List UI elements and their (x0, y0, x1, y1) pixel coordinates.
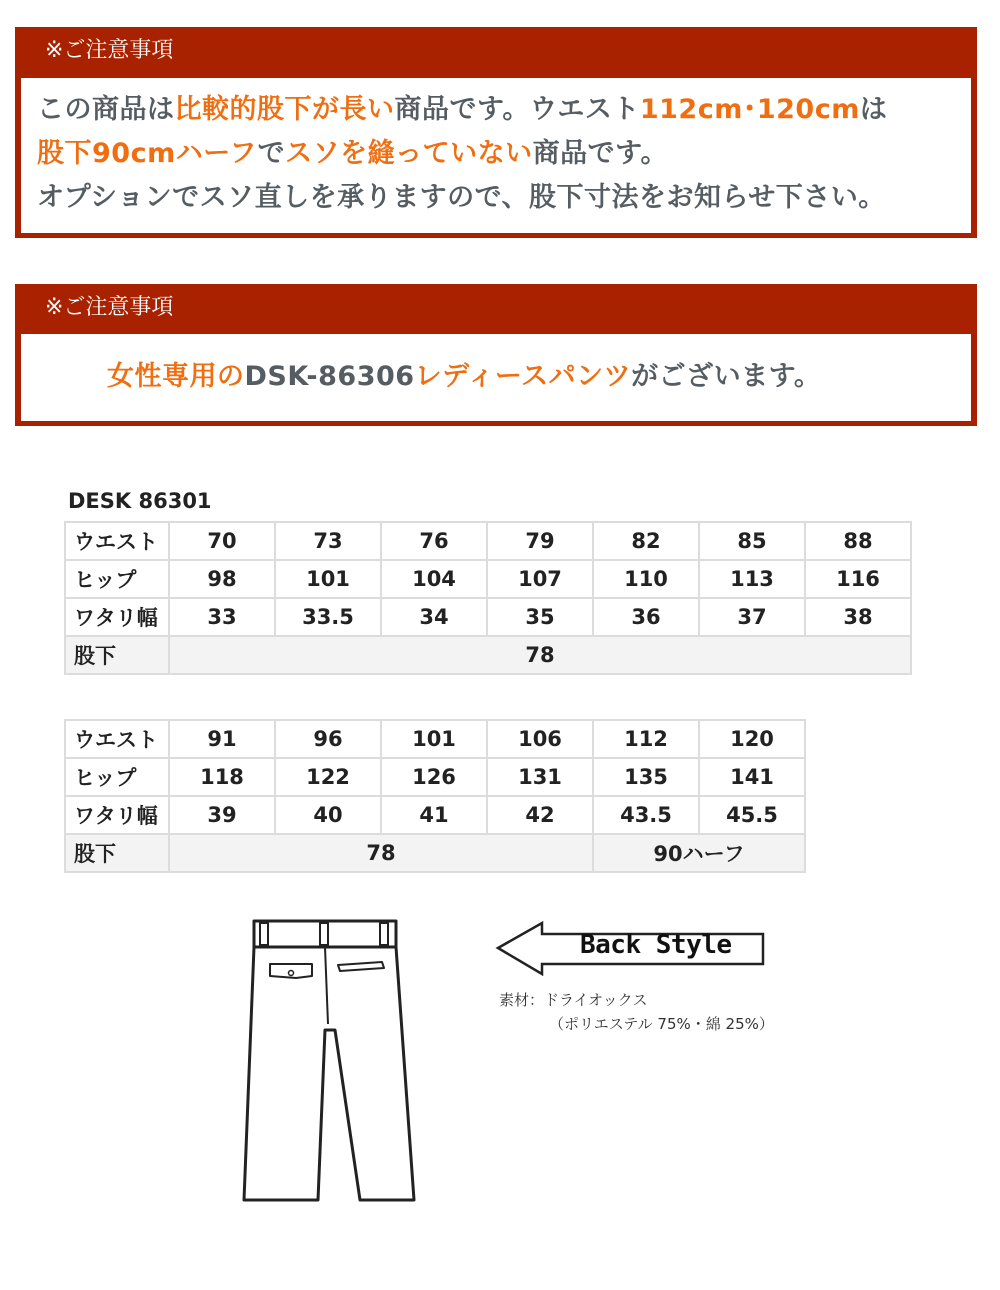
notice-text: 商品です。ウエスト (394, 94, 640, 125)
table-cell: 37 (699, 598, 805, 636)
notice-line-2 (37, 132, 971, 176)
highlight-text: 比較的股下が長い (174, 94, 395, 125)
table-row (65, 522, 911, 560)
row-label: ワタリ幅 (65, 796, 169, 834)
size-table-2 (64, 719, 806, 873)
notice-text: オプションでスソ直しを承りますので、股下寸法をお知らせ下さい。 (37, 182, 886, 213)
table-cell: 90ハーフ (593, 834, 805, 872)
notice-box-2 (15, 284, 977, 426)
inseam-row (65, 636, 911, 674)
table-cell: 96 (275, 720, 381, 758)
table-cell: 107 (487, 560, 593, 598)
table-cell: 116 (805, 560, 911, 598)
table-cell: 82 (593, 522, 699, 560)
table-cell: 101 (275, 560, 381, 598)
table-cell: 39 (169, 796, 275, 834)
material-line-2: （ポリエステル 75%・綿 25%） (549, 1015, 774, 1033)
table-cell: 85 (699, 522, 805, 560)
table-cell: 34 (381, 598, 487, 636)
notice-line-3 (37, 176, 971, 220)
notice-text: がございます。 (631, 361, 822, 392)
table-cell: 104 (381, 560, 487, 598)
table-row (65, 560, 911, 598)
highlight-text: 112cm･120cm (639, 94, 860, 125)
material-line-1: 素材：ドライオックス (499, 991, 648, 1009)
notice-text: DSK-86306 (244, 361, 415, 392)
material-info (499, 988, 774, 1036)
table-cell: 88 (805, 522, 911, 560)
table-cell: 33.5 (275, 598, 381, 636)
table-cell: 91 (169, 720, 275, 758)
table-row (65, 598, 911, 636)
notice-line-1 (107, 355, 821, 399)
table-cell: 33 (169, 598, 275, 636)
table-cell: 98 (169, 560, 275, 598)
row-label: 股下 (65, 834, 169, 872)
row-label: 股下 (65, 636, 169, 674)
table-cell: 42 (487, 796, 593, 834)
table-cell: 45.5 (699, 796, 805, 834)
table-cell: 126 (381, 758, 487, 796)
notice-heading: ※ご注意事項 (45, 295, 174, 320)
back-style-label: Back Style (580, 930, 732, 960)
notice-body (21, 78, 971, 233)
table-row (65, 720, 805, 758)
pants-back-illustration (238, 918, 428, 1204)
table-cell: 79 (487, 522, 593, 560)
table-cell: 78 (169, 834, 593, 872)
table-cell: 38 (805, 598, 911, 636)
row-label: ヒップ (65, 560, 169, 598)
highlight-text: スソを縫っていない (285, 138, 533, 169)
notice-text: で (257, 138, 286, 169)
table-cell: 41 (381, 796, 487, 834)
table-cell: 70 (169, 522, 275, 560)
table-cell: 35 (487, 598, 593, 636)
row-label: ヒップ (65, 758, 169, 796)
table-cell: 141 (699, 758, 805, 796)
table-cell: 76 (381, 522, 487, 560)
highlight-text: 股下90cmハーフ (37, 138, 258, 169)
table-cell: 40 (275, 796, 381, 834)
table-row (65, 796, 805, 834)
table-cell: 118 (169, 758, 275, 796)
row-label: ワタリ幅 (65, 598, 169, 636)
notice-text: この商品は (37, 94, 175, 125)
table-cell: 110 (593, 560, 699, 598)
table-row (65, 758, 805, 796)
table-cell: 112 (593, 720, 699, 758)
notice-box-1 (15, 27, 977, 238)
table-cell: 78 (169, 636, 911, 674)
notice-body (21, 334, 971, 421)
notice-line-1 (37, 88, 971, 132)
table-cell: 43.5 (593, 796, 699, 834)
table-cell: 36 (593, 598, 699, 636)
table-cell: 101 (381, 720, 487, 758)
table-cell: 106 (487, 720, 593, 758)
table-cell: 135 (593, 758, 699, 796)
size-table-1 (64, 521, 912, 675)
table-cell: 131 (487, 758, 593, 796)
table-cell: 113 (699, 560, 805, 598)
table-cell: 122 (275, 758, 381, 796)
notice-heading: ※ご注意事項 (45, 38, 174, 63)
highlight-text: レディースパンツ (414, 361, 632, 392)
table-cell: 73 (275, 522, 381, 560)
table-cell: 120 (699, 720, 805, 758)
row-label: ウエスト (65, 720, 169, 758)
highlight-text: 女性専用の (107, 361, 245, 392)
row-label: ウエスト (65, 522, 169, 560)
model-number: DESK 86301 (68, 489, 212, 513)
inseam-row (65, 834, 805, 872)
notice-text: は (859, 94, 888, 125)
notice-text: 商品です。 (532, 138, 669, 169)
